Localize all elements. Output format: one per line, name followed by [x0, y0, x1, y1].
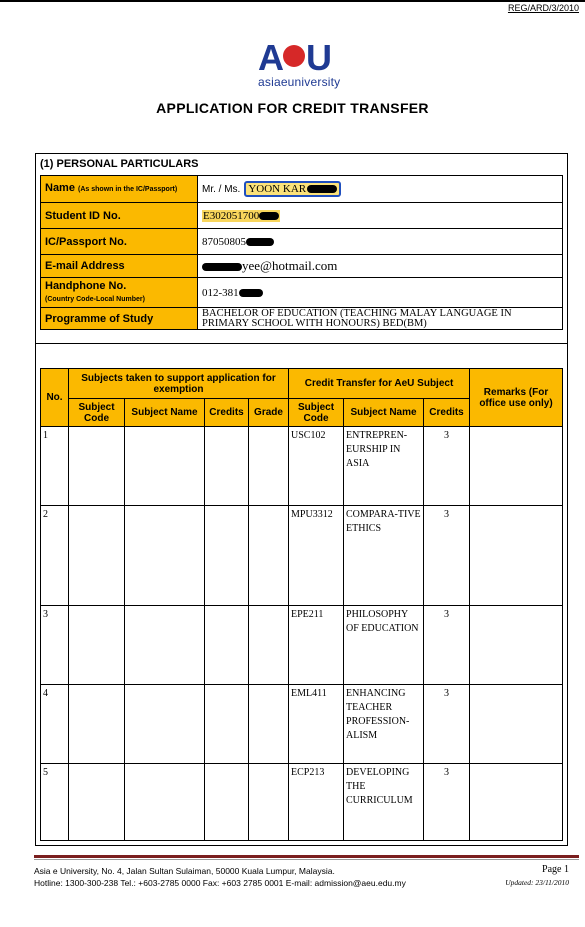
aeu-code-cell: USC102: [289, 427, 344, 506]
col-remarks: Remarks (For office use only): [470, 369, 563, 427]
col-aeu-code: Subject Code: [289, 399, 344, 427]
top-rule: [0, 0, 585, 2]
table-row: [41, 606, 563, 685]
aeu-name-cell: ENTREPREN-EURSHIP IN ASIA: [344, 427, 424, 506]
name-label-cell: Name (As shown in the IC/Passport): [41, 176, 198, 203]
aeu-code-cell: EML411: [289, 685, 344, 764]
row-number: 5: [41, 764, 69, 841]
aeu-credits-cell: 3: [424, 606, 470, 685]
footer-rule: [34, 855, 579, 858]
table-row: [41, 764, 563, 841]
name-value-box[interactable]: YOON KAR: [244, 181, 341, 197]
row-number: 4: [41, 685, 69, 764]
updated-date: Updated: 23/11/2010: [505, 878, 569, 887]
taken-credits-cell[interactable]: [205, 427, 249, 506]
email-label: E-mail Address: [41, 255, 198, 278]
logo-wordmark: A U: [258, 37, 330, 78]
remarks-cell[interactable]: [470, 764, 563, 841]
remarks-cell[interactable]: [470, 685, 563, 764]
email-field[interactable]: yee@hotmail.com: [198, 255, 563, 278]
redaction-mark: [202, 263, 242, 271]
taken-grade-cell[interactable]: [249, 506, 289, 606]
taken-code-cell[interactable]: [69, 427, 125, 506]
table-row: [41, 427, 563, 506]
phone-label-cell: Handphone No. (Country Code-Local Number): [41, 278, 198, 308]
col-aeu-credits: Credits: [424, 399, 470, 427]
aeu-credits-cell: 3: [424, 764, 470, 841]
group-taken-header: Subjects taken to support application for exemption: [69, 369, 289, 399]
taken-credits-cell[interactable]: [205, 685, 249, 764]
col-taken-credits: Credits: [205, 399, 249, 427]
row-number: 2: [41, 506, 69, 606]
programme-field[interactable]: BACHELOR OF EDUCATION (TEACHING MALAY LANGUAGE IN PRIMARY SCHOOL WITH HONOURS) BED(BM): [198, 308, 563, 330]
group-transfer-header: Credit Transfer for AeU Subject: [289, 369, 470, 399]
redaction-mark: [246, 238, 274, 246]
ic-label: IC/Passport No.: [41, 229, 198, 255]
col-aeu-name: Subject Name: [344, 399, 424, 427]
name-field[interactable]: Mr. / Ms. YOON KAR: [198, 176, 563, 203]
aeu-name-cell: PHILOSOPHY OF EDUCATION: [344, 606, 424, 685]
page-number: Page 1: [542, 864, 569, 875]
aeu-name-cell: DEVELOPING THE CURRICULUM: [344, 764, 424, 841]
aeu-credits-cell: 3: [424, 506, 470, 606]
taken-code-cell[interactable]: [69, 506, 125, 606]
footer-contact: Hotline: 1300-300-238 Tel.: +603-2785 0000 Fax: +603 2785 0001 E-mail: admission@aeu.edu.my: [34, 878, 406, 888]
aeu-name-cell: COMPARA-TIVE ETHICS: [344, 506, 424, 606]
taken-code-cell[interactable]: [69, 764, 125, 841]
taken-name-cell[interactable]: [125, 427, 205, 506]
phone-field[interactable]: 012-381: [198, 278, 563, 308]
taken-credits-cell[interactable]: [205, 606, 249, 685]
taken-grade-cell[interactable]: [249, 427, 289, 506]
table-row: [41, 685, 563, 764]
redaction-mark: [239, 289, 263, 297]
logo-e-mark: [283, 45, 305, 67]
subjects-table: [40, 368, 563, 841]
aeu-code-cell: MPU3312: [289, 506, 344, 606]
col-taken-name: Subject Name: [125, 399, 205, 427]
reference-code: REG/ARD/3/2010: [507, 3, 579, 13]
taken-code-cell[interactable]: [69, 606, 125, 685]
personal-particulars-table: [40, 175, 563, 330]
remarks-cell[interactable]: [470, 506, 563, 606]
programme-label: Programme of Study: [41, 308, 198, 330]
remarks-cell[interactable]: [470, 606, 563, 685]
taken-name-cell[interactable]: [125, 506, 205, 606]
redaction-mark: [259, 212, 279, 220]
footer-address: Asia e University, No. 4, Jalan Sultan Sulaiman, 50000 Kuala Lumpur, Malaysia.: [34, 866, 335, 876]
col-taken-code: Subject Code: [69, 399, 125, 427]
taken-credits-cell[interactable]: [205, 506, 249, 606]
taken-grade-cell[interactable]: [249, 764, 289, 841]
aeu-logo: [258, 37, 348, 92]
aeu-credits-cell: 3: [424, 685, 470, 764]
row-number: 3: [41, 606, 69, 685]
table-row: [41, 506, 563, 606]
taken-credits-cell[interactable]: [205, 764, 249, 841]
section-divider: [35, 343, 568, 344]
aeu-code-cell: ECP213: [289, 764, 344, 841]
col-taken-grade: Grade: [249, 399, 289, 427]
taken-code-cell[interactable]: [69, 685, 125, 764]
row-number: 1: [41, 427, 69, 506]
taken-name-cell[interactable]: [125, 606, 205, 685]
remarks-cell[interactable]: [470, 427, 563, 506]
aeu-code-cell: EPE211: [289, 606, 344, 685]
redaction-mark: [307, 185, 337, 193]
aeu-name-cell: ENHANCING TEACHER PROFESSION-ALISM: [344, 685, 424, 764]
ic-field[interactable]: 87050805: [198, 229, 563, 255]
footer-rule-thin: [34, 859, 579, 860]
taken-grade-cell[interactable]: [249, 685, 289, 764]
student-id-label: Student ID No.: [41, 203, 198, 229]
form-title: APPLICATION FOR CREDIT TRANSFER: [156, 100, 429, 116]
personal-section-title: (1) PERSONAL PARTICULARS: [40, 158, 199, 170]
taken-grade-cell[interactable]: [249, 606, 289, 685]
taken-name-cell[interactable]: [125, 764, 205, 841]
taken-name-cell[interactable]: [125, 685, 205, 764]
student-id-field[interactable]: E302051700: [198, 203, 563, 229]
aeu-credits-cell: 3: [424, 427, 470, 506]
col-no: No.: [41, 369, 69, 427]
logo-subtext: asiaeuniversity: [258, 75, 341, 89]
